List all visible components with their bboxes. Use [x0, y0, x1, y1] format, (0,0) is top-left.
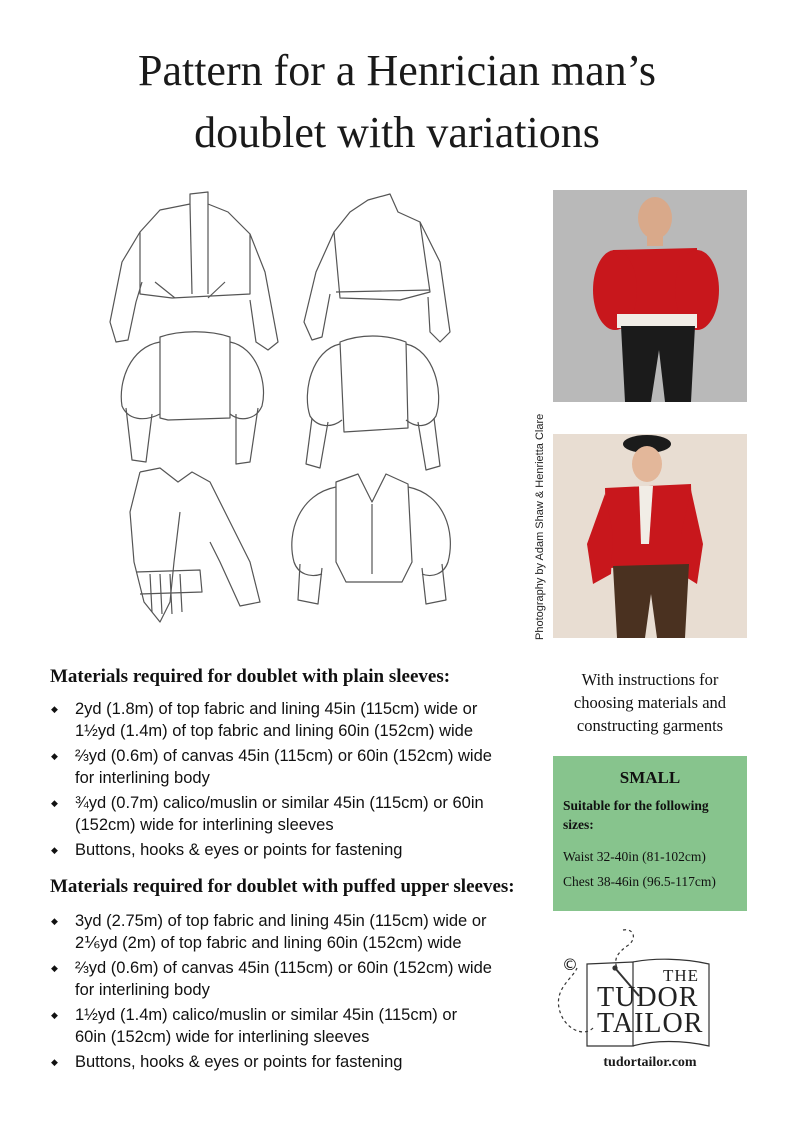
website-link[interactable]: tudortailor.com — [603, 1055, 697, 1070]
title-line-2: doublet with variations — [194, 108, 600, 157]
title-line-1: Pattern for a Henrician man’s — [137, 46, 657, 95]
drawing-front-plain — [110, 192, 278, 350]
photo-credit: Photography by Adam Shaw & Henrietta Clare — [534, 413, 546, 640]
doublet-line-drawings — [100, 182, 470, 632]
instructions-note: With instructions for choosing materials and constructing garments — [573, 670, 727, 735]
drawing-back-plain — [304, 194, 450, 342]
logo-tudor: TUDOR — [597, 982, 699, 1013]
list-item: ◆ Buttons, hooks & eyes or points for fastening — [51, 1053, 403, 1071]
list-item: ◆ 2yd (1.8m) of top fabric and lining 45in (115cm) wide or 1½yd (1.4m) of top fabric and lining 60in (152cm) wide — [51, 700, 478, 740]
list-item: ◆ ¾yd (0.7m) calico/muslin or similar 45in (115cm) or 60in (152cm) wide for interlining sleeves — [51, 794, 484, 834]
photo-red-doublet-cap — [553, 434, 747, 638]
drawing-back-puffed — [306, 336, 440, 470]
materials-list-puffed — [50, 910, 492, 1076]
logo-the: THE — [663, 966, 700, 985]
drawing-side-laced — [130, 468, 260, 622]
photo-red-puffed-doublet — [553, 190, 747, 402]
bullet-icon: ◆ — [51, 963, 58, 973]
man-figure-1 — [553, 190, 747, 402]
drawing-front-v-puffed — [292, 474, 451, 604]
waist-size: Waist 32-40in (81-102cm) — [563, 849, 706, 864]
size-box — [553, 756, 747, 911]
bullet-icon: ◆ — [51, 845, 58, 855]
bullet-icon: ◆ — [51, 798, 58, 808]
man-figure-2 — [553, 434, 747, 638]
chest-size: Chest 38-46in (96.5-117cm) — [563, 874, 716, 889]
list-item: ◆ ⅔yd (0.6m) of canvas 45in (115cm) or 60in (152cm) wide for interlining body — [51, 747, 492, 787]
bullet-icon: ◆ — [51, 1057, 58, 1067]
list-item: ◆ Buttons, hooks & eyes or points for fastening — [51, 841, 403, 859]
section-heading-plain: Materials required for doublet with plain sleeves: — [50, 666, 451, 687]
bullet-icon: ◆ — [51, 916, 58, 926]
section-heading-puffed: Materials required for doublet with puffed upper sleeves: — [50, 876, 515, 897]
page-title — [0, 40, 794, 164]
list-item: ◆ ⅔yd (0.6m) of canvas 45in (115cm) or 60in (152cm) wide for interlining body — [51, 959, 492, 999]
materials-list-plain — [50, 698, 492, 864]
copyright-icon: © — [562, 955, 578, 974]
size-subtitle: Suitable for the following sizes: — [563, 798, 709, 832]
list-item: ◆ 1½yd (1.4m) calico/muslin or similar 45in (115cm) or 60in (152cm) wide for interlining sleeves — [51, 1006, 458, 1046]
bullet-icon: ◆ — [51, 751, 58, 761]
list-item: ◆ 3yd (2.75m) of top fabric and lining 45in (115cm) wide or 2⅙yd (2m) of top fabric and lining 60in (152cm) wide — [51, 912, 487, 952]
bullet-icon: ◆ — [51, 1010, 58, 1020]
bullet-icon: ◆ — [51, 704, 58, 714]
size-title: SMALL — [619, 768, 681, 787]
logo-tailor: TAILOR — [597, 1008, 704, 1039]
drawing-front-puffed — [121, 332, 263, 464]
